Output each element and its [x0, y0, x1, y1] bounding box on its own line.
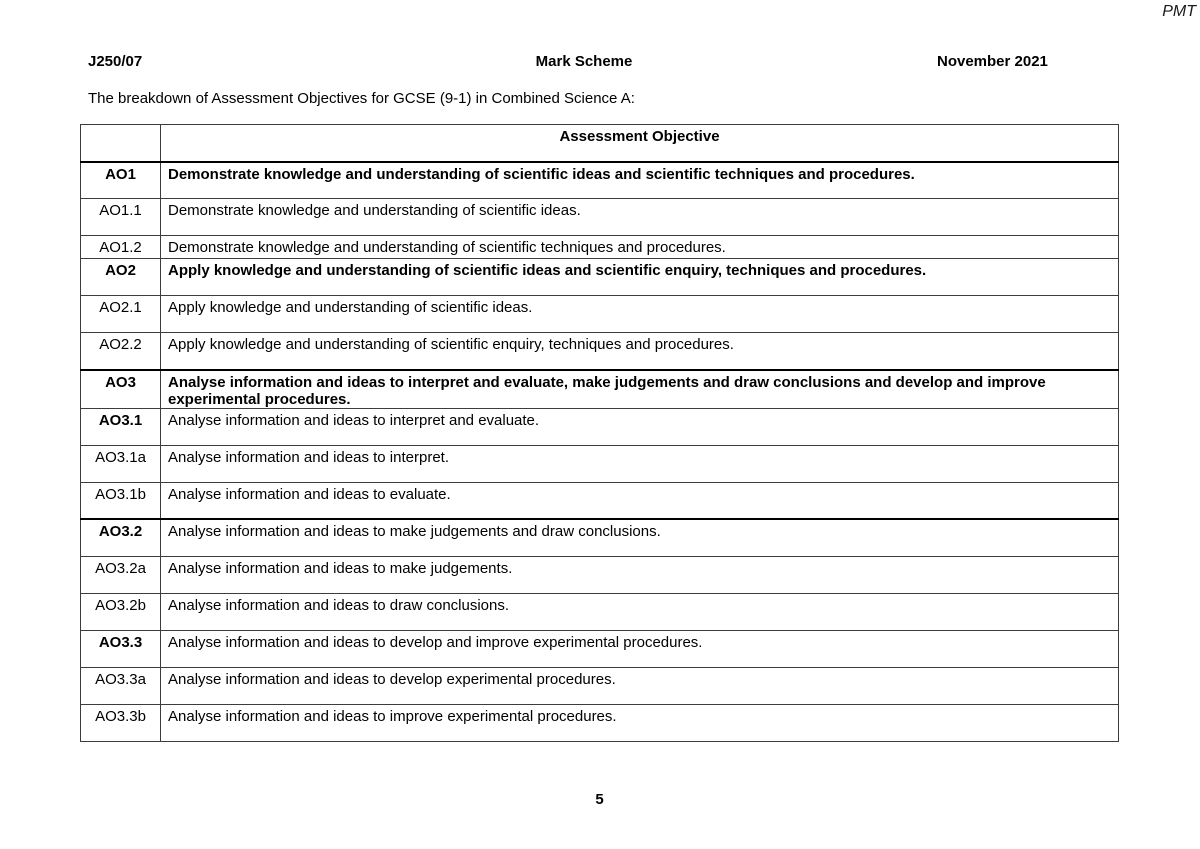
ao-description-cell: Analyse information and ideas to develop and improve experimental procedures. — [161, 630, 1119, 667]
table-row — [81, 630, 1119, 667]
ao-description-cell: Analyse information and ideas to make judgements and draw conclusions. — [161, 519, 1119, 556]
table-row — [81, 333, 1119, 370]
ao-description-cell: Apply knowledge and understanding of scientific ideas and scientific enquiry, techniques and procedures. — [161, 259, 1119, 296]
ao-code-cell: AO3.1a — [81, 445, 161, 482]
ao-description-cell: Demonstrate knowledge and understanding of scientific techniques and procedures. — [161, 236, 1119, 259]
table-row — [81, 593, 1119, 630]
ao-code-cell: AO3.1b — [81, 482, 161, 519]
ao-description-cell: Analyse information and ideas to improve experimental procedures. — [161, 704, 1119, 741]
table-row — [81, 445, 1119, 482]
ao-description-cell: Demonstrate knowledge and understanding of scientific ideas. — [161, 199, 1119, 236]
ao-code-cell: AO3.1 — [81, 408, 161, 445]
ao-description-cell: Analyse information and ideas to evaluate. — [161, 482, 1119, 519]
ao-code-cell: AO2 — [81, 259, 161, 296]
document-header — [0, 53, 1200, 73]
ao-code-cell: AO3.2 — [81, 519, 161, 556]
ao-code-cell: AO1 — [81, 162, 161, 199]
doc-title: Mark Scheme — [535, 53, 633, 70]
ao-code-cell: AO2.1 — [81, 296, 161, 333]
table-row — [81, 667, 1119, 704]
assessment-objectives-table — [80, 124, 1119, 742]
ao-description-cell: Apply knowledge and understanding of scientific ideas. — [161, 296, 1119, 333]
table-header-row — [81, 125, 1119, 162]
pmt-watermark: PMT — [1162, 3, 1196, 20]
ao-description-cell: Analyse information and ideas to make judgements. — [161, 556, 1119, 593]
table-row — [81, 556, 1119, 593]
table-row — [81, 408, 1119, 445]
ao-code-cell: AO2.2 — [81, 333, 161, 370]
table-row — [81, 162, 1119, 199]
ao-code-cell: AO3.3a — [81, 667, 161, 704]
ao-code-cell: AO3.2b — [81, 593, 161, 630]
table-row — [81, 704, 1119, 741]
page-number: 5 — [595, 791, 604, 808]
ao-description-cell: Analyse information and ideas to interpret. — [161, 445, 1119, 482]
ao-description-cell: Analyse information and ideas to interpret and evaluate. — [161, 408, 1119, 445]
ao-description-cell: Demonstrate knowledge and understanding of scientific ideas and scientific techniques and procedures. — [161, 162, 1119, 199]
ao-description-cell: Analyse information and ideas to interpret and evaluate, make judgements and draw conclusions and develop and improve experimental procedures. — [161, 370, 1119, 409]
ao-description-cell: Apply knowledge and understanding of scientific enquiry, techniques and procedures. — [161, 333, 1119, 370]
table-row — [81, 519, 1119, 556]
ao-code-cell: AO1.1 — [81, 199, 161, 236]
ao-description-cell: Analyse information and ideas to develop experimental procedures. — [161, 667, 1119, 704]
empty-header-cell — [81, 125, 161, 162]
doc-code: J250/07 — [88, 53, 143, 70]
table-row — [81, 236, 1119, 259]
ao-code-cell: AO1.2 — [81, 236, 161, 259]
intro-text: The breakdown of Assessment Objectives for GCSE (9-1) in Combined Science A: — [88, 90, 635, 107]
ao-description-cell: Analyse information and ideas to draw conclusions. — [161, 593, 1119, 630]
table-row — [81, 370, 1119, 409]
ao-code-cell: AO3.3 — [81, 630, 161, 667]
assessment-objective-header: Assessment Objective — [161, 125, 1119, 162]
table-row — [81, 259, 1119, 296]
ao-code-cell: AO3.3b — [81, 704, 161, 741]
table-row — [81, 199, 1119, 236]
table-row — [81, 482, 1119, 519]
ao-code-cell: AO3.2a — [81, 556, 161, 593]
ao-code-cell: AO3 — [81, 370, 161, 409]
doc-date: November 2021 — [937, 53, 1048, 70]
table-row — [81, 296, 1119, 333]
